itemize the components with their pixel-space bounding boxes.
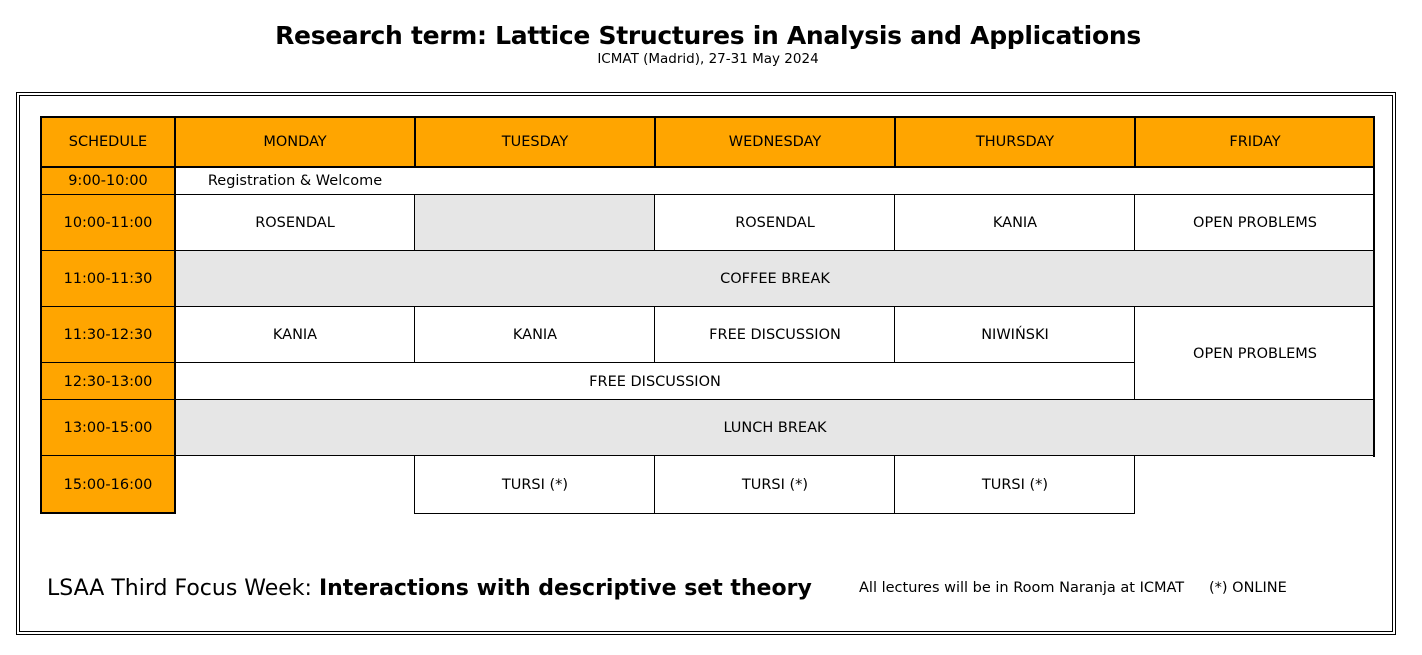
document-subtitle: ICMAT (Madrid), 27-31 May 2024 [597,51,819,67]
grid-line [41,250,1375,251]
session-cell: ROSENDAL [655,195,895,251]
grid-line [414,307,415,363]
grid-line [894,307,895,363]
header-monday: MONDAY [175,117,415,167]
grid-line [41,194,1375,195]
focus-week-title [47,574,812,604]
time-slot: 11:00-11:30 [41,251,175,307]
free-discussion: FREE DISCUSSION [175,363,1135,400]
grid-line [654,307,655,363]
grid-line [40,512,176,514]
focus-week-prefix: LSAA Third Focus Week: [47,576,319,601]
time-slot: 9:00-10:00 [41,167,175,195]
grid-line [414,456,415,514]
grid-line [894,195,895,251]
session-cell: TURSI (*) [415,456,655,513]
header-tuesday: TUESDAY [415,117,655,167]
header-wednesday: WEDNESDAY [655,117,895,167]
session-cell: TURSI (*) [895,456,1135,513]
coffee-break: COFFEE BREAK [175,251,1375,307]
grid-line [1373,116,1375,457]
grid-line [40,166,1375,168]
time-slot: 12:30-13:00 [41,363,175,400]
grid-line [41,306,1375,307]
header-schedule: SCHEDULE [41,117,175,167]
grid-line [894,456,895,514]
time-slot: 15:00-16:00 [41,456,175,513]
session-cell: OPEN PROBLEMS [1135,195,1375,251]
grid-line [1134,195,1135,251]
grid-line [1134,456,1135,514]
grid-line [414,116,416,168]
grid-line [654,456,655,514]
time-slot: 13:00-15:00 [41,400,175,456]
online-note: (*) ONLINE [1209,580,1287,596]
grid-line [41,399,1375,400]
document-title: Research term: Lattice Structures in Analysis and Applications [275,21,1141,50]
time-slot: 11:30-12:30 [41,307,175,363]
session-open-problems: OPEN PROBLEMS [1135,307,1375,400]
grid-line [414,513,1135,514]
grid-line [414,195,415,251]
time-slot: 10:00-11:00 [41,195,175,251]
grid-line [1134,307,1135,400]
header-thursday: THURSDAY [895,117,1135,167]
grid-line [894,116,896,168]
grid-line [654,116,656,168]
session-cell: KANIA [415,307,655,363]
session-empty [415,195,655,251]
header-friday: FRIDAY [1135,117,1375,167]
session-cell: KANIA [175,307,415,363]
room-note: All lectures will be in Room Naranja at ICMAT [859,580,1185,596]
grid-line [40,116,1375,118]
session-cell: KANIA [895,195,1135,251]
session-registration: Registration & Welcome [175,167,415,195]
grid-line [1134,116,1136,168]
focus-week-topic: Interactions with descriptive set theory [318,576,812,601]
grid-line [41,455,1375,456]
grid-line [41,362,1135,363]
lunch-break: LUNCH BREAK [175,400,1375,456]
grid-line [654,195,655,251]
session-cell: FREE DISCUSSION [655,307,895,363]
session-cell: NIWIŃSKI [895,307,1135,363]
session-cell: ROSENDAL [175,195,415,251]
session-cell: TURSI (*) [655,456,895,513]
